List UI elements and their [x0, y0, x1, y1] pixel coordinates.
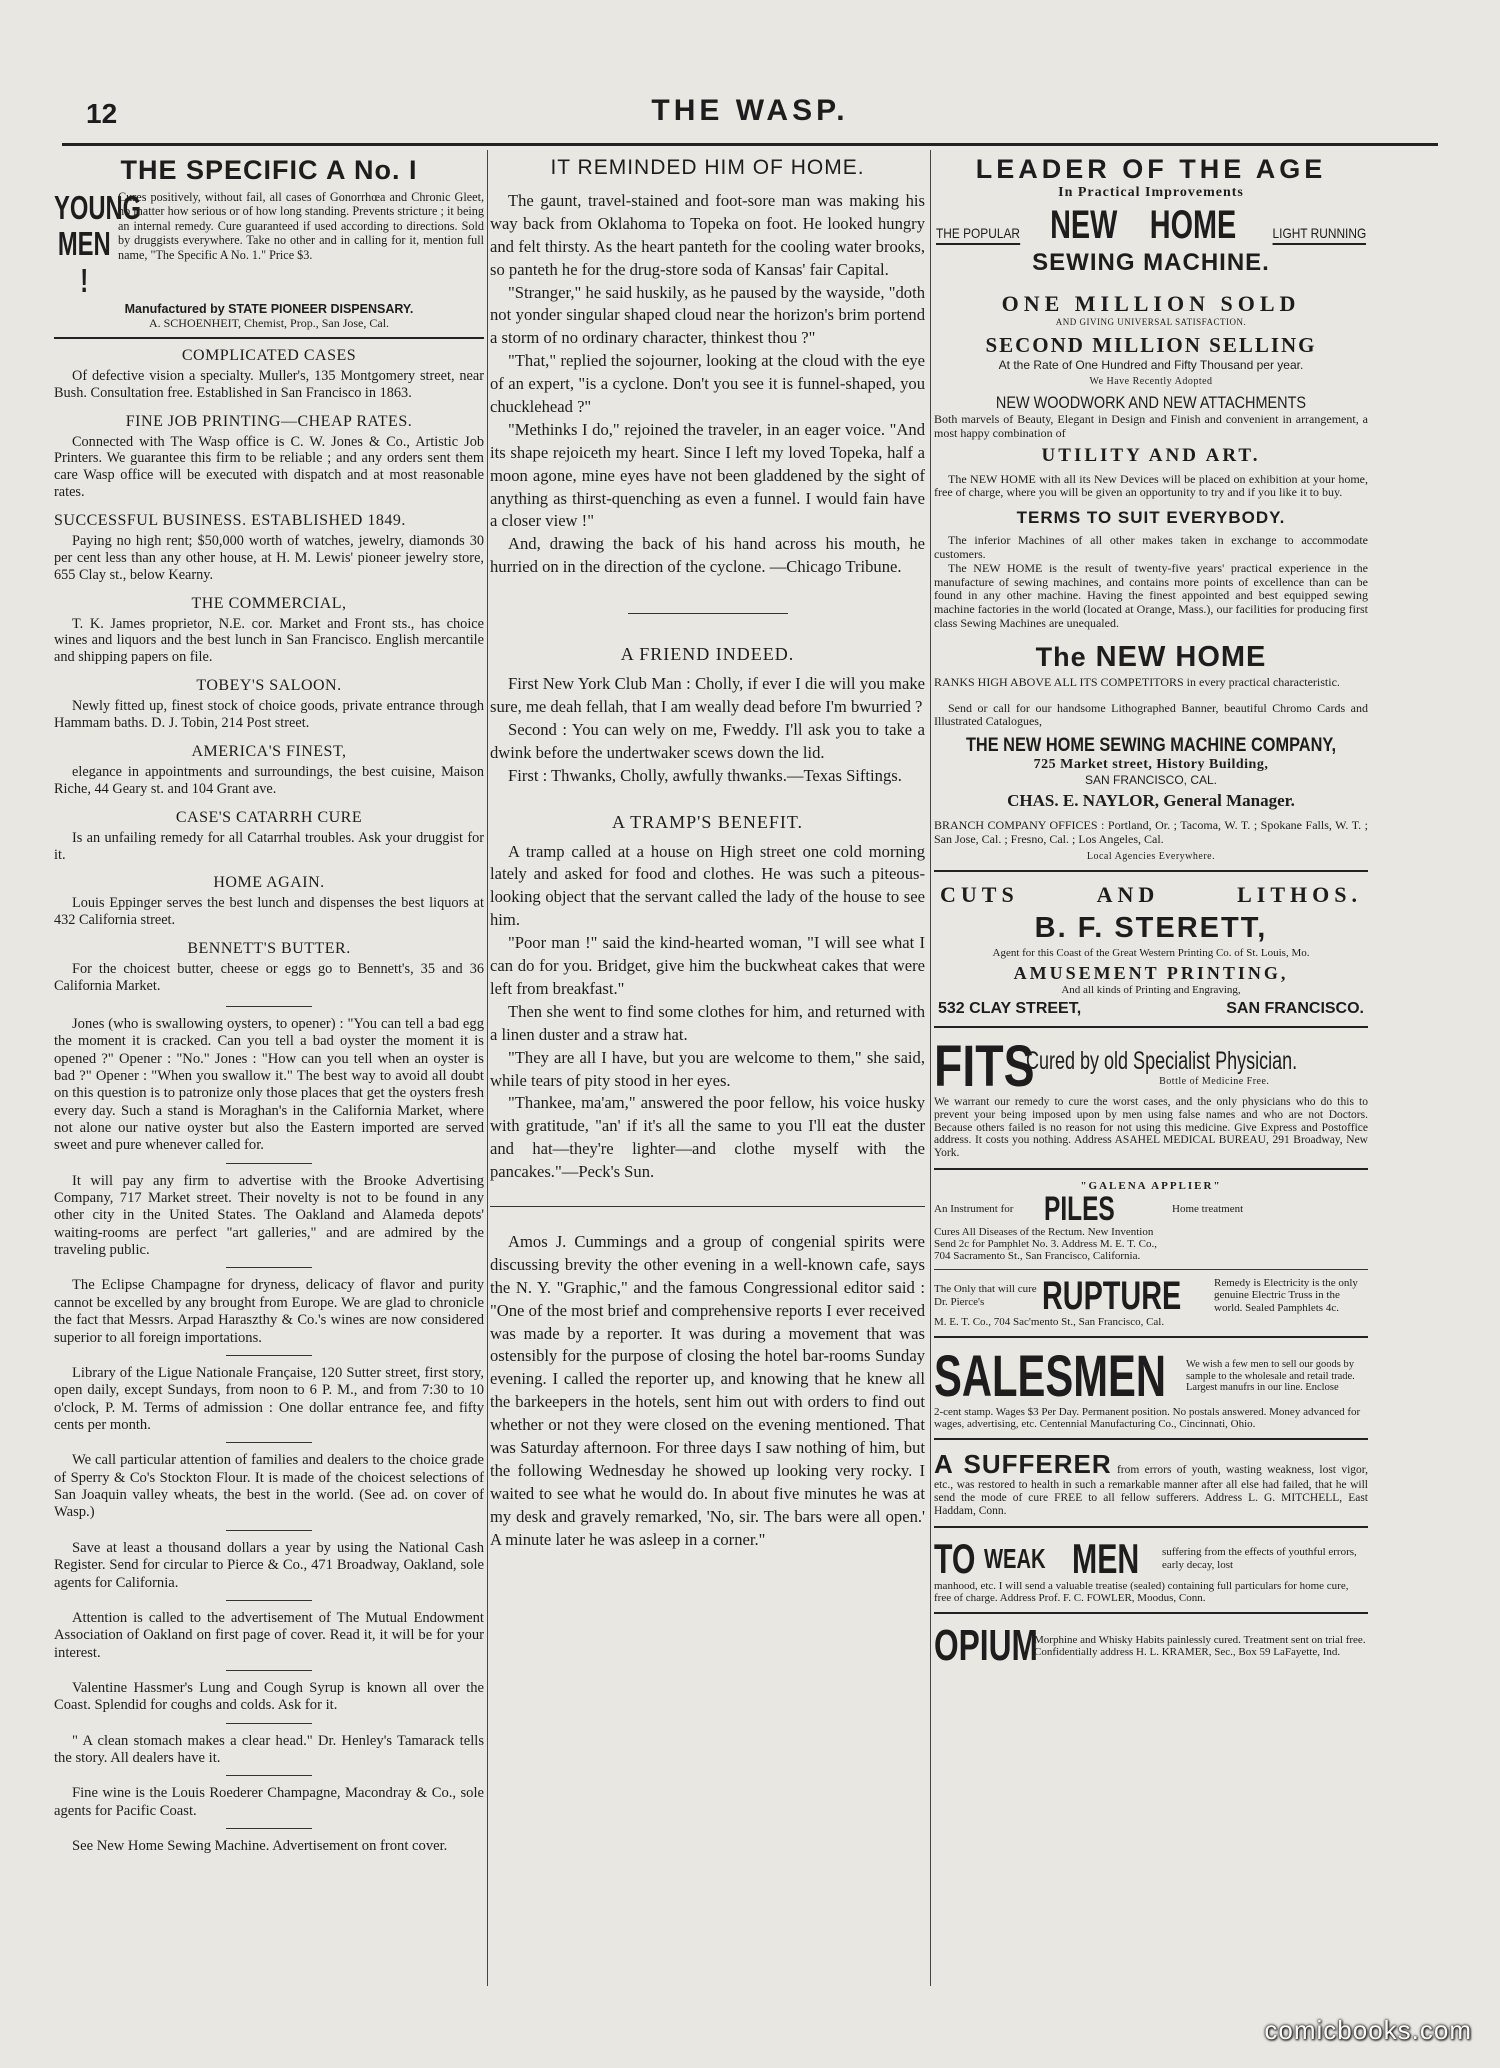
- masthead: THE WASP.: [651, 94, 849, 127]
- weak-word: WEAK: [984, 1542, 1046, 1574]
- divider: [934, 870, 1368, 872]
- satisfaction-line: AND GIVING UNIVERSAL SATISFACTION.: [1055, 317, 1247, 327]
- new-home-word: NEW HOME: [1095, 640, 1267, 673]
- rupture-ad: [934, 1273, 1368, 1318]
- lithos-word: LITHOS.: [1237, 881, 1362, 907]
- divider: [934, 1026, 1368, 1028]
- separator: [490, 1206, 925, 1207]
- story-paragraph: "Thankee, ma'am," answered the poor fellow, his voice husky with gratitude, "an' if it's all the same to you I'll eat the duster and hat—they're lighter—and clothe myself with the pancakes."—Peck's Sun.: [490, 1093, 925, 1182]
- story-paragraph: "That," replied the sojourner, looking at the cloud with the eye of an expert, "is a cyclone. Don't you see it is funnel-shaped, you chucklehead ?": [490, 351, 925, 417]
- item-paragraph: Attention is called to the advertisement of The Mutual Endowment Association of Oakland on first page of cover. Read it, it will be for your interest.: [54, 1609, 484, 1661]
- story-paragraph: The gaunt, travel-stained and foot-sore man was making his way back from Oklahoma to Topeka on foot. He looked hungry and felt thirsty. As the heart panteth for the cooling water brooks, so panteth he for the drug-store soda of Kansas' fair Capital.: [490, 191, 925, 279]
- cuts-word: CUTS: [940, 881, 1019, 907]
- weak-men-ad: [934, 1534, 1368, 1582]
- sterett-agent: Agent for this Coast of the Great Western Printing Co. of St. Louis, Mo.: [992, 946, 1310, 959]
- amusement-printing: AMUSEMENT PRINTING,: [1013, 962, 1289, 983]
- branch-offices: BRANCH COMPANY OFFICES : Portland, Or. ; Tacoma, W. T. ; Spokane Falls, W. T. ; San Jose, Cal. ; Fresno, Cal. ; Los Angeles, Cal.: [934, 818, 1368, 846]
- the-word: The: [1035, 641, 1087, 672]
- company-address: 725 Market street, History Building,: [1033, 757, 1269, 773]
- story-title: A FRIEND INDEED.: [620, 644, 795, 665]
- separator: [226, 1828, 312, 1829]
- column-2: [490, 152, 925, 1998]
- popular-label: THE POPULAR: [936, 225, 1020, 245]
- specific-ad: [54, 190, 484, 299]
- sufferer-heading: A SUFFERER: [934, 1448, 1112, 1479]
- and-word: AND: [1096, 881, 1160, 907]
- specific-text: Cures positively, without fail, all cases of Gonorrhœa and Chronic Gleet, no matter how serious or of how long standing. Prevents stricture ; it being an internal remedy. Cure guaranteed if used according to directions. Sold by druggists everywhere. Take no other and in calling for it, mention full name, "The Specific A No. 1." Price $3.: [118, 190, 484, 262]
- young-word: YOUNG: [54, 189, 142, 226]
- story-paragraph: Then she went to find some clothes for him, and returned with a linen duster and a straw hat.: [490, 1001, 925, 1044]
- story-paragraph: "Poor man !" said the kind-hearted woman, "I will see what I can do for you. Bridget, give him the buckwheat cakes that were left from breakfast.": [490, 933, 925, 998]
- notice-heading: BENNETT'S BUTTER.: [187, 940, 351, 958]
- fits-heading: Cured by old Specialist Physician.: [1026, 1046, 1298, 1075]
- opium-ad: [934, 1620, 1368, 1670]
- item-paragraph: The Eclipse Champagne for dryness, delicacy of flavor and purity cannot be excelled by any brought from Europe. We are glad to chronicle the fact that Messrs. Arpad Haraszthy & Co.'s wines are now considered superior to all foreign importations.: [54, 1277, 484, 1346]
- top-rule: [62, 143, 1438, 146]
- separator: [226, 1530, 312, 1531]
- specific-manufacturer: Manufactured by STATE PIONEER DISPENSARY.: [124, 301, 414, 316]
- notice: [54, 413, 484, 501]
- new-home-subtitle: In Practical Improvements: [1058, 185, 1244, 200]
- piles-word: PILES: [1044, 1190, 1115, 1229]
- story-paragraph: Amos J. Cummings and a group of congenial spirits were discussing brevity the other evening in a well-known cafe, says the N. Y. "Graphic," and the famous Congressional editor said : "One of the most brief and comprehensive reports I ever received was made by a reporter. It was during a movement that was ostensibly for the purpose of closing the hotel bar-rooms Sunday evening. I called the reporter up, and knowing that he knew all the barkeepers in the hotels, sent him out with orders to find out whether or not they were closed on the evening mentioned. That was Saturday afternoon. For three days I saw nothing of him, but the following Wednesday he showed up looking very rocky. I waited to see what he would do. In about five minutes he was at my desk and gravely remarked, 'No, sir. The bars were all open.' A minute later he was asleep in a corner.": [490, 1231, 925, 1549]
- story-paragraph: A tramp called at a house on High street one cold morning lately and asked for food and clothes. He was such a piteous-looking object that the servant called the lady of the house to see him.: [490, 841, 925, 930]
- salesmen-word: SALESMEN: [934, 1343, 1167, 1409]
- item-paragraph: Library of the Ligue Nationale Française, 120 Sutter street, first story, open daily, except Sundays, from noon to 6 P. M., and from 7:30 to 10 o'clock, P. M. Terms of admission : One dollar entrance fee, and fifty cents per month.: [54, 1364, 484, 1433]
- notice-text: elegance in appointments and surroundings, the best cuisine, Maison Riche, 44 Geary st. and 104 Grant ave.: [54, 763, 484, 797]
- new-home-title: LEADER OF THE AGE: [975, 154, 1327, 184]
- notice-heading: COMPLICATED CASES: [181, 346, 357, 364]
- notice-text: T. K. James proprietor, N.E. cor. Market and Front sts., has choice wines and liquors and the best lunch in San Francisco. English mercantile and shipping papers on file.: [54, 615, 484, 666]
- rupture-word: RUPTURE: [1042, 1273, 1182, 1318]
- light-running-label: LIGHT RUNNING: [1272, 225, 1366, 245]
- notice-text: Louis Eppinger serves the best lunch and dispenses the best liquors at 432 California street.: [54, 895, 484, 929]
- separator: [226, 1670, 312, 1671]
- woodwork-heading: NEW WOODWORK AND NEW ATTACHMENTS: [995, 393, 1307, 412]
- story-title: IT REMINDED HIM OF HOME.: [550, 156, 865, 179]
- column-rule-1: [487, 150, 488, 1986]
- local-agencies: Local Agencies Everywhere.: [1086, 850, 1216, 862]
- notice-text: For the choicest butter, cheese or eggs go to Bennett's, 35 and 36 California Market.: [54, 961, 484, 994]
- specific-title: THE SPECIFIC A No. I: [120, 155, 418, 185]
- story-paragraph: "Stranger," he said huskily, as he paused by the wayside, "doth not yonder singular shaped cloud near the horizon's brim portend a storm of no ordinary character, thinkest thou ?": [490, 282, 925, 348]
- notice-heading: TOBEY'S SALOON.: [196, 677, 342, 695]
- separator: [628, 613, 788, 614]
- cuts-and-lithos: [940, 882, 1362, 908]
- item-paragraph: See New Home Sewing Machine. Advertisement on front cover.: [72, 1838, 448, 1855]
- notice-heading: AMERICA'S FINEST,: [191, 742, 347, 760]
- piles-address: 704 Sacramento St., San Francisco, California.: [934, 1250, 1141, 1263]
- story-paragraph: First : Thwanks, Cholly, awfully thwanks.—Texas Siftings.: [508, 765, 902, 785]
- sewing-machine-heading: SEWING MACHINE.: [1032, 249, 1270, 276]
- adopted-line: We Have Recently Adopted: [1089, 376, 1213, 387]
- terms-heading: TERMS TO SUIT EVERYBODY.: [1016, 508, 1286, 528]
- opium-word: OPIUM: [934, 1620, 1038, 1670]
- fits-ad: [934, 1033, 1368, 1099]
- column-rule-2: [930, 150, 931, 1986]
- notice: [54, 940, 484, 995]
- story-paragraph: "Methinks I do," rejoined the traveler, in an eager voice. "And its shape rejoiceth my heart. Since I left my loved Topeka, half a moon agone, mine eyes have not been gladdened by the sight of anything as thirst-quenching as even a funnel. I would fain have a closer view !": [490, 419, 925, 531]
- opium-text: Morphine and Whisky Habits painlessly cured. Treatment sent on trial free. Confidentially address H. L. KRAMER, Sec., Box 59 LaFayette, Ind.: [1034, 1633, 1366, 1658]
- sterett-street: 532 CLAY STREET,: [938, 999, 1082, 1017]
- separator: [226, 1006, 312, 1007]
- column-3: [934, 152, 1368, 1998]
- divider: [934, 1168, 1368, 1170]
- one-million-sold: ONE MILLION SOLD: [1001, 291, 1301, 316]
- men-word: MEN !: [57, 225, 111, 299]
- piles-instrument: An Instrument for: [934, 1203, 1014, 1216]
- separator: [226, 1600, 312, 1601]
- printing-engraving: And all kinds of Printing and Engraving,: [1061, 983, 1241, 996]
- item-paragraph: Jones (who is swallowing oysters, to opener) : "You can tell a bad egg the moment it is cracked. Can you tell a bad oyster the moment it is opened ?" Opener : "No." Jones : "How can you tell when an oyster is bad ?" Opener : "When you swallow it." The best way to avoid all doubt on this question is to patronize only those places that get the oysters fresh every day. Such a stand is Moraghan's in the California Market, where not alone our native oyster but also the Eastern imported are served sweet and pure whenever called for.: [54, 1015, 484, 1154]
- separator: [226, 1442, 312, 1443]
- sterett-name: B. F. STERETT,: [1034, 911, 1268, 944]
- send-text: Send or call for our handsome Lithographed Banner, beautiful Chromo Cards and Illustrated Catalogues,: [934, 700, 1368, 729]
- piles-send: Send 2c for Pamphlet No. 3. Address M. E. T. Co.,: [934, 1238, 1157, 1251]
- notice-heading: CASE'S CATARRH CURE: [175, 808, 363, 826]
- notice: [54, 874, 484, 929]
- notice-text: Is an unfailing remedy for all Catarrhal troubles. Ask your druggist for it.: [54, 829, 484, 863]
- notice-heading: HOME AGAIN.: [213, 874, 325, 892]
- beauty-text: Both marvels of Beauty, Elegant in Design and Finish and convenient in arrangement, a most happy combination of: [934, 412, 1368, 440]
- item-paragraph: Fine wine is the Louis Roederer Champagne, Macondray & Co., sole agents for Pacific Coast.: [54, 1785, 484, 1819]
- notice: [54, 743, 484, 798]
- notice-text: Paying no high rent; $50,000 worth of watches, jewelry, diamonds 30 per cent less than any other house, at H. M. Lewis' pioneer jewelry store, 655 Clay st., below Kearny.: [54, 533, 484, 583]
- sterett-city: SAN FRANCISCO.: [1226, 999, 1364, 1017]
- item-paragraph: " A clean stomach makes a clear head." Dr. Henley's Tamarack tells the story. All dealers have it.: [54, 1732, 484, 1767]
- piles-home: Home treatment: [1172, 1203, 1244, 1216]
- item-paragraph: Save at least a thousand dollars a year by using the National Cash Register. Send for circular to Pierce & Co., 471 Broadway, Oakland, sole agents for California.: [54, 1539, 484, 1591]
- rupture-left: The Only that will cure Dr. Pierce's: [934, 1283, 1037, 1308]
- new-word: NEW: [1050, 203, 1118, 247]
- divider: [934, 1526, 1368, 1528]
- salesmen-ad: [934, 1343, 1368, 1409]
- fits-text: We warrant our remedy to cure the worst cases, and the only physicians who do this to prevent your being imposed upon by men using false names and who are not Doctors. Because others failed is no reason for not using this medicine. Give Express and Postoffice address. It costs you nothing. Address ASAHEL MEDICAL BUREAU, 291 Broadway, New York.: [934, 1095, 1368, 1160]
- new-home-big-heading: [934, 641, 1368, 674]
- watermark: comicbooks.com: [1264, 2015, 1472, 2045]
- notice: [54, 677, 484, 732]
- ranks-text: RANKS HIGH ABOVE ALL ITS COMPETITORS in every practical characteristic.: [934, 674, 1340, 689]
- story-paragraph: And, drawing the back of his hand across his mouth, he hurried on in the direction of the cyclone. —Chicago Tribune.: [490, 534, 925, 577]
- sufferer-ad: [934, 1450, 1368, 1518]
- notice-heading: FINE JOB PRINTING—CHEAP RATES.: [125, 412, 413, 430]
- separator: [226, 1163, 312, 1164]
- divider: [54, 337, 484, 339]
- divider: [934, 1269, 1368, 1270]
- salesmen-right: We wish a few men to sell our goods by sample to the wholesale and retail trade. Largest manufrs in our line. Enclose: [1186, 1359, 1355, 1394]
- fits-bottle: Bottle of Medicine Free.: [1159, 1075, 1270, 1087]
- weak-men-right: suffering from the effects of youthful errors, early decay, lost: [1162, 1546, 1357, 1571]
- rupture-right: Remedy is Electricity is the only genuine Electric Truss in the world. Sealed Pamphlets 4c.: [1214, 1277, 1358, 1314]
- separator: [226, 1267, 312, 1268]
- divider: [934, 1336, 1368, 1338]
- notice-heading: SUCCESSFUL BUSINESS. ESTABLISHED 1849.: [54, 512, 406, 530]
- story-paragraph: Second : You can wely on me, Fweddy. I'll ask you to take a dwink before the undertwaker scews down the lid.: [490, 719, 925, 762]
- separator: [226, 1723, 312, 1724]
- specific-chemist: A. SCHOENHEIT, Chemist, Prop., San Jose, Cal.: [148, 315, 390, 330]
- column-1: [54, 152, 484, 1998]
- story-title: A TRAMP'S BENEFIT.: [611, 811, 804, 832]
- item-paragraph: We call particular attention of families and dealers to the choice grade of Sperry & Co's Stockton Flour. It is made of the choicest selections of San Joaquin valley wheats, the best in the world. (See ad. on cover of Wasp.): [54, 1452, 484, 1521]
- weak-men-text: manhood, etc. I will send a valuable treatise (sealed) containing full particulars for home cure, free of charge. Address Prof. F. C. FOWLER, Moodus, Conn.: [934, 1579, 1349, 1604]
- sterett-address: [938, 1000, 1364, 1018]
- piles-ad: [934, 1190, 1368, 1229]
- separator: [226, 1775, 312, 1776]
- inferior-text: The inferior Machines of all other makes taken in exchange to accommodate customers.: [934, 533, 1368, 561]
- notice-heading: THE COMMERCIAL,: [191, 594, 347, 612]
- men-word: MEN: [1072, 1534, 1140, 1582]
- separator: [226, 1355, 312, 1356]
- item-paragraph: Valentine Hassmer's Lung and Cough Syrup is known all over the Coast. Splendid for coughs and colds. Ask for it.: [54, 1679, 484, 1714]
- galena-applier: "GALENA APPLIER": [1080, 1180, 1222, 1193]
- notice-text: Of defective vision a specialty. Muller's, 135 Montgomery street, near Bush. Consultation free. Established in San Francisco in 1863.: [54, 367, 484, 401]
- rupture-address: M. E. T. Co., 704 Sac'mento St., San Francisco, Cal.: [934, 1315, 1165, 1328]
- exhibition-text: The NEW HOME with all its New Devices will be placed on exhibition at your home, free of charge, where you will be given an opportunity to try and if you like it to buy.: [934, 471, 1368, 500]
- item-paragraph: It will pay any firm to advertise with the Brooke Advertising Company, 717 Market street. Their novelty is not to be found in any other city in the United States. The Oakland and Alameda depots' waiting-rooms are perfect "art galleries," and are admired by the traveling public.: [54, 1172, 484, 1259]
- to-word: TO: [934, 1534, 976, 1582]
- company-manager: CHAS. E. NAYLOR, General Manager.: [1007, 791, 1295, 811]
- home-word: HOME: [1150, 203, 1237, 247]
- company-city: SAN FRANCISCO, CAL.: [1084, 773, 1218, 788]
- company-name: THE NEW HOME SEWING MACHINE COMPANY,: [965, 735, 1337, 757]
- notice-text: Newly fitted up, finest stock of choice goods, private entrance through Hammam baths. D. J. Tobin, 214 Post street.: [54, 698, 484, 732]
- divider: [934, 1438, 1368, 1440]
- result-text: The NEW HOME is the result of twenty-five years' practical experience in the manufacture of sewing machines, and contains more points of excellence than can be found in any other machine. Having the finest appointed and best equipped sewing machine factories in the world (located at Orange, Mass.), our facilities for producing first class Sewing Machines are unequaled.: [934, 560, 1368, 630]
- second-million: SECOND MILLION SELLING: [985, 333, 1317, 357]
- divider: [934, 1612, 1368, 1614]
- new-home-banner: [936, 205, 1366, 245]
- notice-text: Connected with The Wasp office is C. W. Jones & Co., Artistic Job Printers. We guarantee this firm to be reliable ; and any orders sent them care Wasp office will be executed with dispatch and at most reasonable rates.: [54, 433, 484, 501]
- utility-heading: UTILITY AND ART.: [1041, 444, 1261, 466]
- page-number: 12: [86, 98, 118, 129]
- story-paragraph: First New York Club Man : Cholly, if ever I die will you make sure, me deah fellah, that I am weally dead before I'm bwurried ?: [490, 674, 925, 717]
- young-men-heading: [54, 189, 142, 299]
- rate-line: At the Rate of One Hundred and Fifty Thousand per year.: [998, 358, 1304, 372]
- sufferer-text: from errors of youth, wasting weakness, lost vigor, etc., was restored to health in such a remarkable manner after all else had failed, that he will send the mode of cure FREE to all fellow sufferers. Address L. G. MITCHELL, East Haddam, Conn.: [934, 1463, 1368, 1517]
- salesmen-text: 2-cent stamp. Wages $3 Per Day. Permanent position. No postals answered. Money advanced for wages, advertising, etc. Centennial Manufacturing Co., Cincinnati, Ohio.: [934, 1405, 1361, 1430]
- notice: [54, 595, 484, 667]
- piles-cures: Cures All Diseases of the Rectum. New Invention: [934, 1226, 1154, 1239]
- story-paragraph: "They are all I have, but you are welcome to them," she said, while tears of pity stood in her eyes.: [490, 1047, 925, 1090]
- fits-word: FITS: [934, 1033, 1035, 1099]
- notice: [54, 347, 484, 402]
- notice: [54, 809, 484, 864]
- notice: [54, 512, 484, 584]
